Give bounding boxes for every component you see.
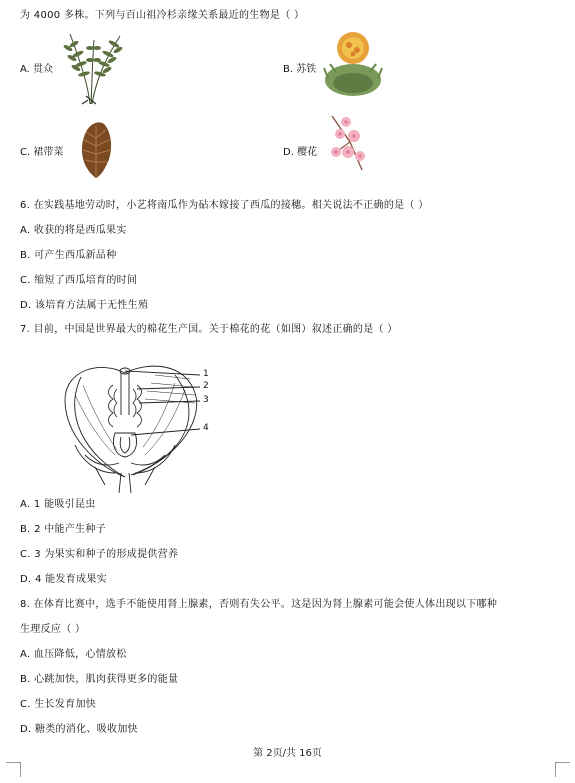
page-number-footer: 第 2页/共 16页 bbox=[253, 748, 322, 759]
cherry-blossom-image bbox=[326, 112, 374, 177]
q5-option-b: B. 苏铁 bbox=[283, 64, 317, 75]
question-7-stem: 7. 目前，中国是世界最大的棉花生产国。关于棉花的花（如图）叙述正确的是（ ） bbox=[20, 324, 398, 335]
q5-option-d: D. 樱花 bbox=[283, 147, 318, 158]
q6-option-b: B. 可产生西瓜新品种 bbox=[20, 250, 117, 261]
question-6-stem: 6. 在实践基地劳动时，小艺将南瓜作为砧木嫁接了西瓜的接穗。相关说法不正确的是（ ） bbox=[20, 200, 429, 211]
q5-option-a: A. 贯众 bbox=[20, 64, 54, 75]
diagram-label-2: 2 bbox=[203, 381, 209, 391]
corner-mark-bottom-right bbox=[555, 762, 570, 777]
q6-option-a: A. 收获的将是西瓜果实 bbox=[20, 225, 127, 236]
kelp-image bbox=[76, 118, 116, 183]
q7-option-b: B. 2 中能产生种子 bbox=[20, 524, 107, 535]
q5-option-c: C. 裙带菜 bbox=[20, 147, 64, 158]
q8-option-d: D. 糖类的消化、吸收加快 bbox=[20, 724, 138, 735]
q8-option-b: B. 心跳加快，肌肉获得更多的能量 bbox=[20, 674, 179, 685]
cotton-flower-diagram bbox=[55, 355, 225, 498]
question-8-stem-line2: 生理反应（ ） bbox=[20, 624, 86, 635]
q7-option-c: C. 3 为果实和种子的形成提供营养 bbox=[20, 549, 179, 560]
question-8-stem-line1: 8. 在体育比赛中，选手不能使用肾上腺素，否则有失公平。这是因为肾上腺素可能会使人体出现以下哪种 bbox=[20, 599, 498, 610]
diagram-label-1: 1 bbox=[203, 369, 209, 379]
q8-option-a: A. 血压降低，心情放松 bbox=[20, 649, 127, 660]
corner-mark-bottom-left bbox=[6, 762, 21, 777]
diagram-label-4: 4 bbox=[203, 423, 209, 433]
diagram-label-3: 3 bbox=[203, 395, 209, 405]
q7-option-a: A. 1 能吸引昆虫 bbox=[20, 499, 96, 510]
question-5-stem-tail: 为 4000 多株。下列与百山祖冷杉亲缘关系最近的生物是（ ） bbox=[20, 10, 305, 21]
fern-image bbox=[60, 26, 126, 109]
cycad-image bbox=[322, 28, 384, 101]
q8-option-c: C. 生长发育加快 bbox=[20, 699, 97, 710]
q6-option-d: D. 该培育方法属于无性生殖 bbox=[20, 300, 149, 311]
q6-option-c: C. 缩短了西瓜培育的时间 bbox=[20, 275, 138, 286]
q7-option-d: D. 4 能发育成果实 bbox=[20, 574, 107, 585]
